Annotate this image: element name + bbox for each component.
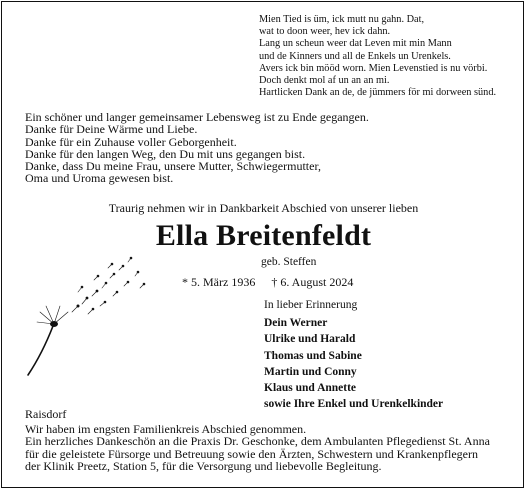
- poem-line: und de Kinners und all de Enkels un Urenkels.: [259, 50, 451, 62]
- mourner-name: Ulrike und Harald: [264, 333, 356, 346]
- birth-date: * 5. März 1936: [182, 275, 256, 289]
- poem-line: Mien Tied is üm, ick mutt nu gahn. Dat,: [259, 14, 425, 25]
- mourner-name: Thomas und Sabine: [264, 349, 362, 362]
- verse-line: Danke für den langen Weg, den Du mit uns gegangen bist.: [25, 146, 306, 161]
- poem-line: Avers ick bin mööd worn. Mien Levenstied is nu vörbi.: [259, 62, 488, 74]
- closing-line: der Klinik Preetz, Station 5, für die Versorgung und liebevolle Begleitung.: [25, 458, 382, 473]
- verse-line: Danke für Deine Wärme und Liebe.: [25, 122, 198, 137]
- deceased-name: Ella Breitenfeldt: [155, 219, 372, 252]
- poem-line: wat to doon weer, hev ick dahn.: [259, 26, 391, 38]
- mourners-list: [264, 297, 524, 412]
- verse-line: Oma und Uroma gewesen bist.: [25, 171, 174, 186]
- closing-line: für die geleistete Fürsorge und Betreuung sowie den Ärzten, Schwestern und Krankenpflegern: [25, 446, 478, 461]
- mourner-name: Martin und Conny: [264, 365, 357, 378]
- death-date: † 6. August 2024: [271, 275, 354, 289]
- verse-line: Ein schöner und langer gemeinsamer Lebensweg ist zu Ende gegangen.: [25, 110, 369, 124]
- mourners-lead: In lieber Erinnerung: [264, 299, 358, 311]
- mourner-name: Dein Werner: [264, 317, 328, 330]
- closing-thanks: [25, 423, 520, 472]
- thanks-verse: [25, 111, 425, 185]
- mourner-name: Klaus und Annette: [264, 382, 357, 395]
- verse-line: Danke für ein Zuhause voller Geborgenheit.: [25, 134, 237, 149]
- intro-line: Traurig nehmen wir in Dankbarkeit Abschied von unserer lieben: [108, 201, 419, 215]
- dandelion-icon: [20, 248, 150, 378]
- maiden-name: geb. Steffen: [261, 256, 317, 268]
- life-dates: [182, 275, 353, 289]
- low-german-poem: [259, 14, 521, 99]
- poem-line: Doch denkt mol af un an an mi.: [259, 75, 390, 87]
- place-name: Raisdorf: [25, 407, 67, 421]
- poem-line: Lang un scheun weer dat Leven mit min Mann: [259, 38, 452, 50]
- poem-line: Hartlicken Dank an de, de jümmers för mi dorween sünd.: [259, 87, 497, 99]
- verse-line: Danke, dass Du meine Frau, unsere Mutter, Schwiegermutter,: [25, 159, 321, 174]
- mourner-name: sowie Ihre Enkel und Urenkelkinder: [264, 398, 444, 411]
- obituary-notice: [1, 1, 524, 488]
- closing-line: Ein herzliches Dankeschön an die Praxis Dr. Geschonke, dem Ambulanten Pflegedienst St. Anna: [25, 434, 490, 449]
- closing-line: Wir haben im engsten Familienkreis Abschied genommen.: [25, 422, 307, 436]
